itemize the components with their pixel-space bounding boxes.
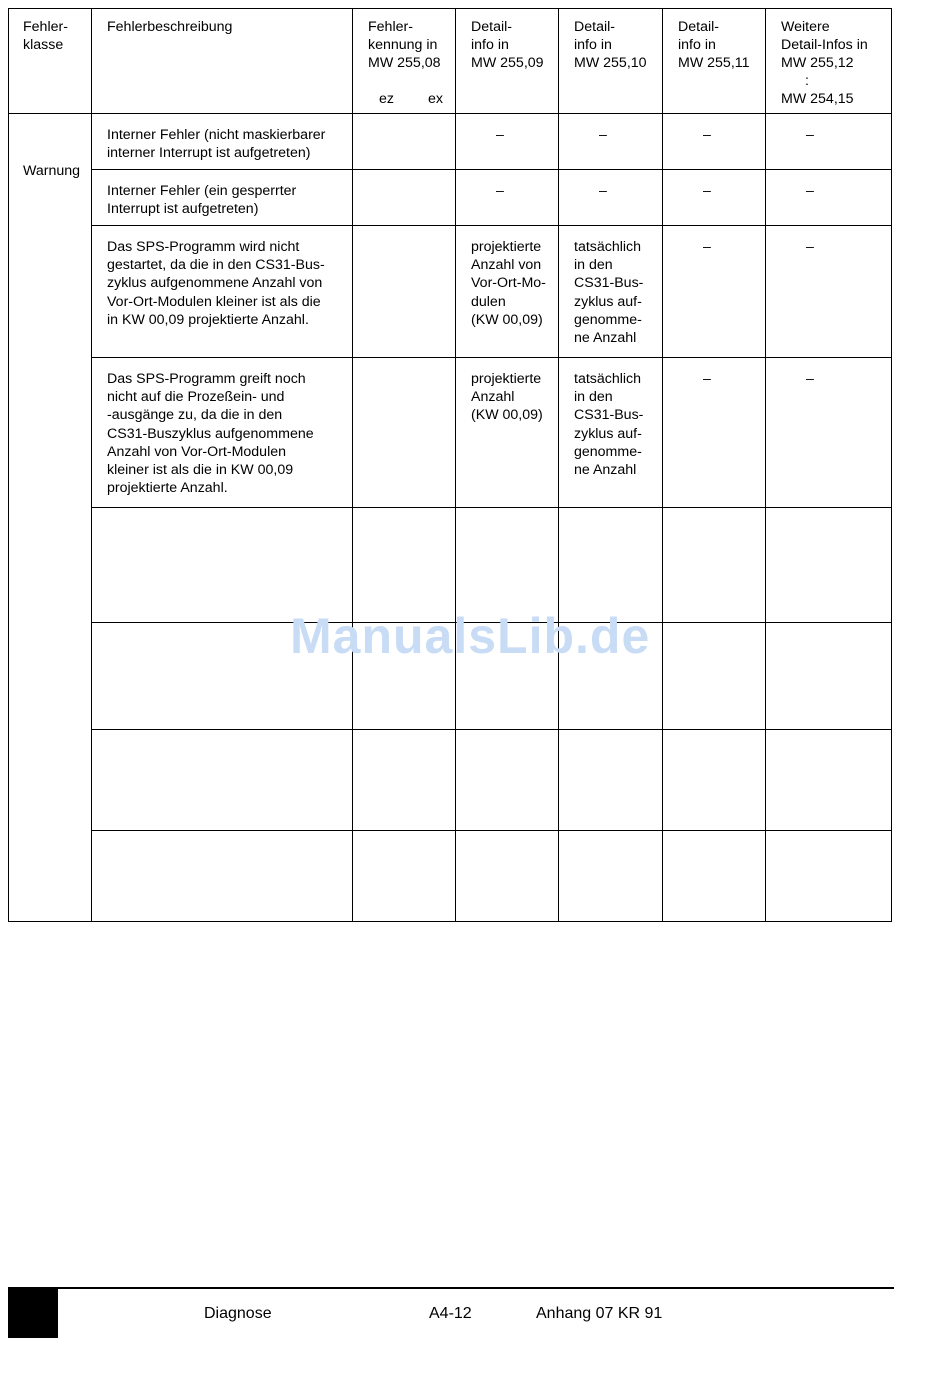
row-4-detail-11: – <box>703 371 711 387</box>
header-weitere: Weitere Detail-Infos in MW 255,12 <box>781 19 868 72</box>
row-4-detail-09: projektierte Anzahl (KW 00,09) <box>471 371 543 424</box>
column-divider <box>765 9 766 921</box>
row-3-detail-10: tatsächlich in den CS31-Bus- zyklus auf- genomme- ne Anzahl <box>574 239 644 347</box>
header-kennung-ez: ez <box>379 91 394 107</box>
header-klasse: Fehler- klasse <box>23 19 68 54</box>
column-divider <box>558 9 559 921</box>
row-divider <box>91 225 891 226</box>
row-3-detail-11: – <box>703 239 711 255</box>
column-divider <box>352 9 353 921</box>
class-label: Warnung <box>23 163 81 179</box>
row-1-detail-11: – <box>703 127 711 143</box>
column-divider <box>455 9 456 921</box>
row-divider <box>91 169 891 170</box>
footer-page-number: A4-12 <box>429 1305 472 1322</box>
row-3-detail-09: projektierte Anzahl von Vor-Ort-Mo- dulen (KW 00,09) <box>471 239 546 328</box>
row-2-detail-09: – <box>496 183 504 199</box>
header-detail-09: Detail- info in MW 255,09 <box>471 19 544 72</box>
row-divider <box>91 830 891 831</box>
footer-marker-block <box>8 1288 58 1338</box>
footer-section: Diagnose <box>204 1305 272 1322</box>
row-2-detail-11: – <box>703 183 711 199</box>
row-4-description: Das SPS-Programm greift noch nicht auf die Prozeßein- und -ausgänge zu, da die in den CS31-Buszyklus aufgenommene Anzahl von Vor-Ort-Modulen kleiner ist als die in KW 00,09 projektierte Anzahl. <box>107 371 314 497</box>
error-table <box>8 8 892 922</box>
row-2-weitere: – <box>806 183 814 199</box>
footer-rule <box>8 1287 894 1289</box>
row-divider <box>91 507 891 508</box>
footer-document: Anhang 07 KR 91 <box>536 1305 663 1322</box>
row-4-detail-10: tatsächlich in den CS31-Bus- zyklus auf- genomme- ne Anzahl <box>574 371 644 479</box>
column-divider <box>91 9 92 921</box>
header-divider <box>9 113 891 114</box>
row-divider <box>91 729 891 730</box>
header-detail-11: Detail- info in MW 255,11 <box>678 19 750 72</box>
row-1-weitere: – <box>806 127 814 143</box>
row-2-detail-10: – <box>599 183 607 199</box>
header-weitere-colon: : <box>805 73 809 89</box>
row-1-detail-10: – <box>599 127 607 143</box>
header-detail-10: Detail- info in MW 255,10 <box>574 19 647 72</box>
row-4-weitere: – <box>806 371 814 387</box>
header-kennung: Fehler- kennung in MW 255,08 <box>368 19 441 72</box>
header-kennung-ex: ex <box>428 91 443 107</box>
column-divider <box>662 9 663 921</box>
watermark: ManualsLib.de <box>290 608 651 664</box>
header-beschreibung: Fehlerbeschreibung <box>107 19 233 35</box>
row-2-description: Interner Fehler (ein gesperrter Interrupt ist aufgetreten) <box>107 183 297 218</box>
row-1-description: Interner Fehler (nicht maskierbarer interner Interrupt ist aufgetreten) <box>107 127 326 162</box>
row-divider <box>91 357 891 358</box>
row-3-description: Das SPS-Programm wird nicht gestartet, da die in den CS31-Bus- zyklus aufgenommene Anzahl von Vor-Ort-Modulen kleiner ist als die in KW 00,09 projektierte Anzahl. <box>107 239 325 328</box>
row-3-weitere: – <box>806 239 814 255</box>
row-1-detail-09: – <box>496 127 504 143</box>
header-weitere-end: MW 254,15 <box>781 91 854 107</box>
